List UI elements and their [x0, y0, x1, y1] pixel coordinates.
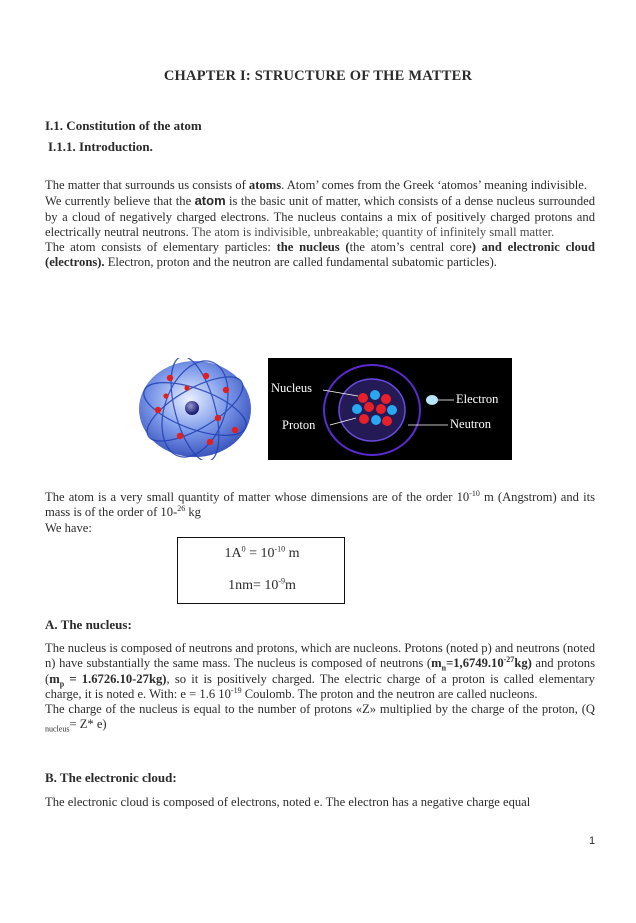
- nucleus-text: Coulomb. The proton and the neutron are called nucleons.: [241, 686, 538, 701]
- label-proton: Proton: [282, 418, 316, 432]
- intro-text: The atom consists of elementary particles:: [45, 240, 277, 255]
- formula-text: 1A: [224, 546, 242, 561]
- formula-box: [177, 537, 345, 604]
- formula-angstrom: [178, 546, 346, 562]
- intro-bold-atom: atom: [194, 193, 226, 209]
- nucleus-paragraph: [45, 641, 595, 733]
- nucleus-text: and protons (: [45, 656, 595, 686]
- atom-diagram: [268, 358, 512, 460]
- exponent: -10: [469, 488, 480, 498]
- exponent: -10: [274, 544, 286, 554]
- intro-text: Electron, proton and the neutron are called fundamental subatomic particles).: [104, 255, 497, 270]
- section-b-heading: B. The electronic cloud:: [45, 770, 177, 785]
- subscript: nucleus: [45, 725, 70, 734]
- proton-mass: [49, 671, 167, 689]
- nucleus-charge-text: The charge of the nucleus is equal to the number of protons «Z» multiplied by the charge of the proton, (Q: [45, 702, 595, 717]
- mass-text: kg): [514, 656, 532, 671]
- subsection-heading: I.1.1. Introduction.: [48, 139, 153, 154]
- size-text: m (Angstrom) and its mass is of the order of 10-: [45, 490, 595, 520]
- section-a-heading: A. The nucleus:: [45, 617, 132, 632]
- intro-text: is the basic unit of matter, which consists of a dense nucleus surrounded by a cloud of negatively charged electrons. The nucleus contains a mix of positively charged protons and electrically neutral neutrons.: [45, 194, 595, 239]
- size-paragraph: [45, 490, 595, 536]
- subscript: p: [59, 679, 65, 689]
- intro-paragraph: [45, 178, 595, 271]
- intro-bold-nucleus: the nucleus (: [276, 240, 350, 255]
- size-text: kg: [185, 505, 201, 520]
- exponent: -27: [503, 655, 515, 665]
- label-nucleus: Nucleus: [271, 381, 312, 395]
- exponent: -9: [278, 576, 286, 586]
- mass-text: m: [431, 656, 442, 671]
- intro-bold-atoms: atoms: [248, 178, 282, 192]
- size-text: The atom is a very small quantity of matter whose dimensions are of the order 10: [45, 490, 470, 504]
- neutron-mass: [431, 655, 532, 673]
- formula-text: 1nm= 10: [228, 578, 279, 593]
- chapter-title: CHAPTER I: STRUCTURE OF THE MATTER: [163, 68, 473, 84]
- intro-text: . Atom’ comes from the Greek ‘atomos’ meaning indivisible.: [281, 178, 588, 192]
- page-number: 1: [589, 835, 596, 847]
- atom-illustration: [130, 358, 260, 460]
- intro-text: The atom is indivisible, unbreakable; quantity of infinitely small matter.: [188, 224, 555, 239]
- exponent: 0: [241, 544, 246, 554]
- intro-text: the atom’s central core: [349, 240, 472, 255]
- electron-cloud-paragraph: The electronic cloud is composed of electrons, noted e. The electron has a negative charge equal: [45, 795, 531, 809]
- label-electron: Electron: [456, 392, 499, 406]
- nucleus-text: , so it is positively charged. The electric charge of a proton is called elementary charge, it is noted e. With: e = 1.6 10: [45, 671, 595, 701]
- formula-text: = 10: [245, 546, 275, 561]
- intro-text: We currently believe that the: [45, 194, 195, 209]
- formula-nanometer: [178, 578, 346, 594]
- mass-text: =1,6749.10: [446, 656, 504, 671]
- label-neutron: Neutron: [450, 417, 491, 431]
- formula-text: m: [285, 578, 296, 593]
- intro-text: The matter that surrounds us consists of: [45, 178, 249, 192]
- nucleus-text: The nucleus is composed of neutrons and protons, which are nucleons. Protons (noted p) and neutrons (noted n) have substantially the same mass. The nucleus is composed of neutrons (: [45, 641, 595, 671]
- exponent: -19: [230, 685, 242, 695]
- intro-bold-cloud: ) and electronic cloud (electrons).: [45, 240, 595, 270]
- we-have-text: We have:: [45, 520, 92, 535]
- mass-text: m: [49, 671, 60, 686]
- section-heading: I.1. Constitution of the atom: [45, 118, 202, 133]
- mass-text: = 1.6726.10-27kg): [64, 671, 167, 686]
- subscript: n: [441, 663, 447, 673]
- exponent: 26: [177, 504, 186, 514]
- formula-text: m: [285, 546, 300, 561]
- nucleus-charge-text: = Z* e): [69, 717, 107, 732]
